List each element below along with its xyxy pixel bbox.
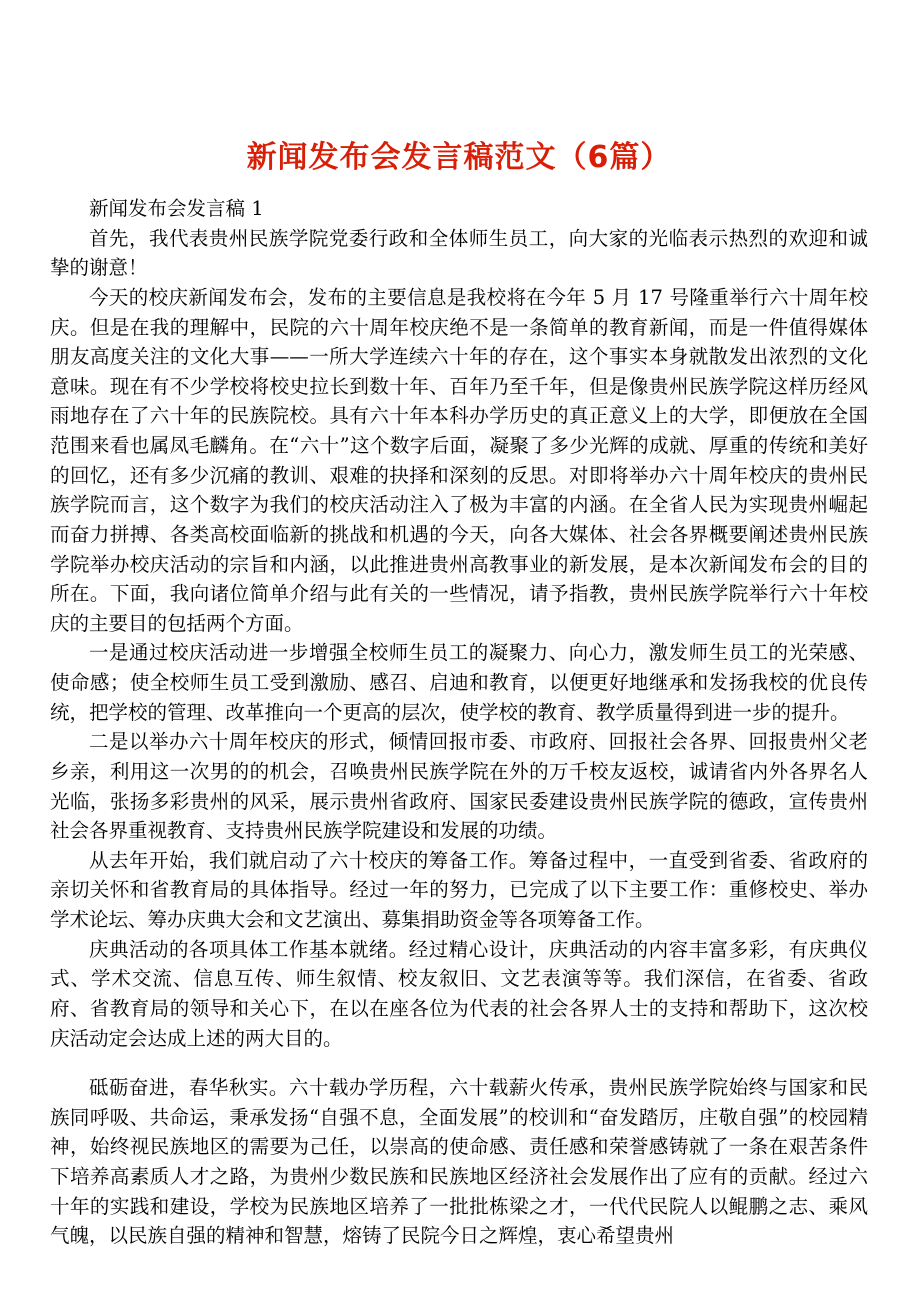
paragraph-4: 一是通过校庆活动进一步增强全校师生员工的凝聚力、向心力，激发师生员工的光荣感、使命感；使全校师生员工受到激励、感召、启迪和教育，以便更好地继承和发扬我校的优良传统，把学校的管理、改革推向一个更高的层次，使学校的教育、教学质量得到进一步的提升。 (50, 641, 868, 724)
document-body (50, 140, 868, 1251)
paragraph-2: 首先，我代表贵州民族学院党委行政和全体师生员工，向大家的光临表示热烈的欢迎和诚挚的谢意！ (50, 226, 868, 280)
paragraph-7: 庆典活动的各项具体工作基本就绪。经过精心设计，庆典活动的内容丰富多彩，有庆典仪式、学术交流、信息互传、师生叙情、校友叙旧、文艺表演等等。我们深信，在省委、省政府、省教育局的领导和关心下，在以在座各位为代表的社会各界人士的支持和帮助下，这次校庆活动定会达成上述的两大目的。 (50, 937, 868, 1050)
paragraph-5: 二是以举办六十周年校庆的形式，倾情回报市委、市政府、回报社会各界、回报贵州父老乡亲，利用这一次男的的机会，召唤贵州民族学院在外的万千校友返校，诚请省内外各界名人光临，张扬多彩贵州的风采，展示贵州省政府、国家民委建设贵州民族学院的德政，宣传贵州社会各界重视教育、支持贵州民族学院建设和发展的功绩。 (50, 730, 868, 843)
paragraph-3: 今天的校庆新闻发布会，发布的主要信息是我校将在今年 5 月 17 号隆重举行六十周年校庆。但是在我的理解中，民院的六十周年校庆绝不是一条简单的教育新闻，而是一件值得媒体朋友高度关注的文化大事——一所大学连续六十年的存在，这个事实本身就散发出浓烈的文化意味。现在有不少学校将校史拉长到数十年、百年乃至千年，但是像贵州民族学院这样历经风雨地存在了六十年的民族院校。具有六十年本科办学历史的真正意义上的大学，即便放在全国范围来看也属凤毛麟角。在“六十”这个数字后面，凝聚了多少光辉的成就、厚重的传统和美好的回忆，还有多少沉痛的教训、艰难的抉择和深刻的反思。对即将举办六十周年校庆的贵州民族学院而言，这个数字为我们的校庆活动注入了极为丰富的内涵。在全省人民为实现贵州崛起而奋力拼搏、各类高校面临新的挑战和机遇的今天，向各大媒体、社会各界概要阐述贵州民族学院举办校庆活动的宗旨和内涵，以此推进贵州高教事业的新发展，是本次新闻发布会的目的所在。下面，我向诸位简单介绍与此有关的一些情况，请予指教，贵州民族学院举行六十年校庆的主要目的包括两个方面。 (50, 285, 868, 635)
paragraph-1: 新闻发布会发言稿 1 (89, 197, 264, 220)
paragraph-6: 从去年开始，我们就启动了六十校庆的筹备工作。筹备过程中，一直受到省委、省政府的亲切关怀和省教育局的具体指导。经过一年的努力，已完成了以下主要工作：重修校史、举办学术论坛、筹办庆典大会和文艺演出、募集捐助资金等各项筹备工作。 (50, 848, 868, 931)
paragraph-8: 砥砺奋进，春华秋实。六十载办学历程，六十载薪火传承，贵州民族学院始终与国家和民族同呼吸、共命运，秉承发扬“自强不息，全面发展”的校训和“奋发踏厉，庄敬自强”的校园精神，始终视民族地区的需要为己任，以崇高的使命感、责任感和荣誉感铸就了一条在艰苦条件下培养高素质人才之路，为贵州少数民族和民族地区经济社会发展作出了应有的贡献。经过六十年的实践和建设，学校为民族地区培养了一批批栋梁之才，一代代民院人以鲲鹏之志、乘风气魄，以民族自强的精神和智慧，熔铸了民院今日之辉煌，衷心希望贵州 (50, 1076, 868, 1248)
page-title: 新闻发布会发言稿范文（6篇） (246, 140, 672, 175)
